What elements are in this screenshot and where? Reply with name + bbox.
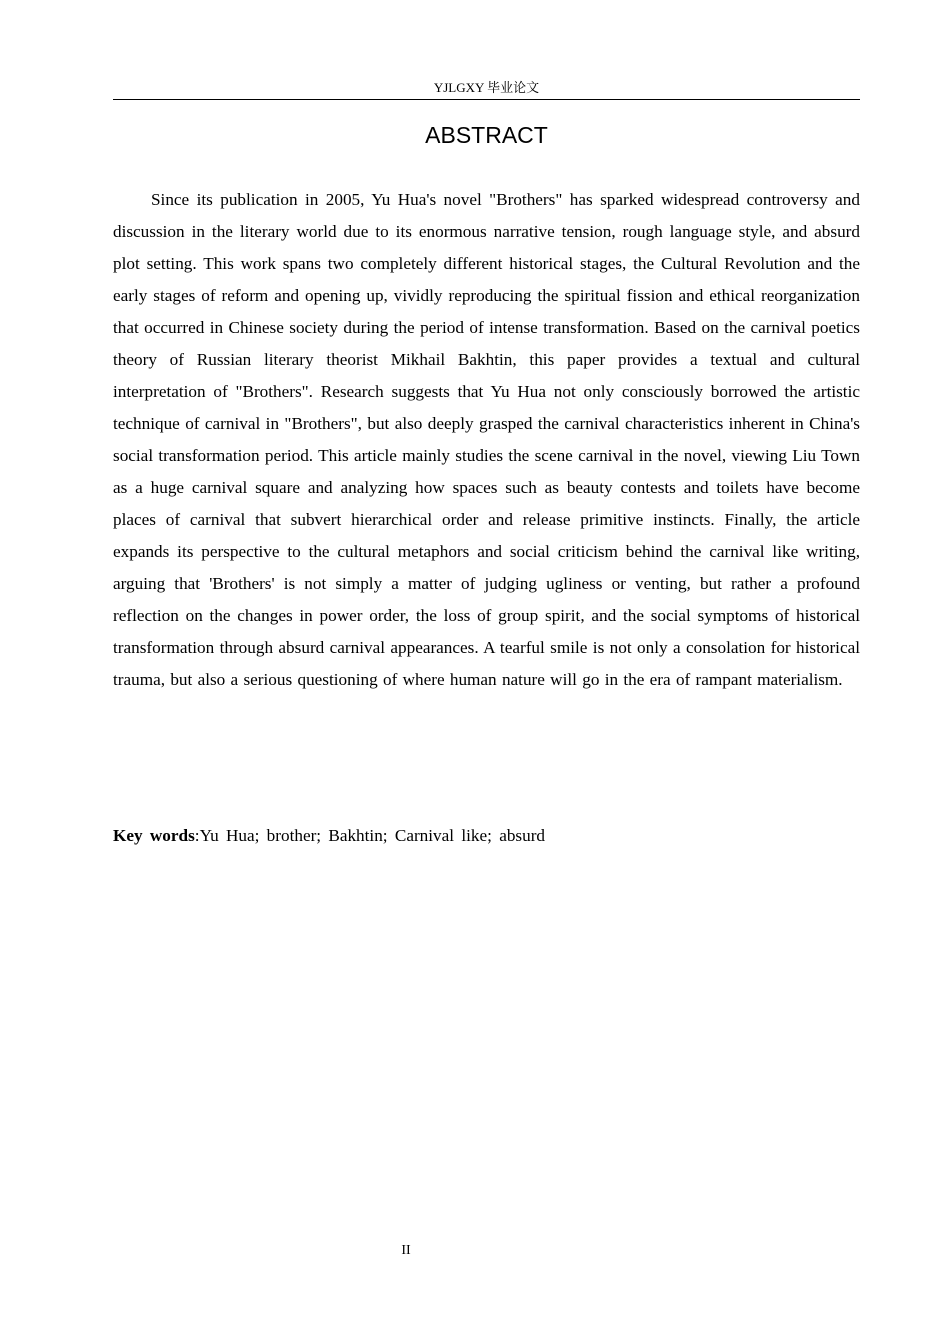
running-header: YJLGXY 毕业论文 [433,80,540,95]
page-number: II [401,1243,411,1258]
abstract-body: Since its publication in 2005, Yu Hua's novel "Brothers" has sparked widespread controversy and discussion in the literary world due to its enormous narrative tension, rough language style, and absurd plot setting. This work spans two completely different historical stages, the Cultural Revolution and the early stages of reform and opening up, vividly reproducing the spiritual fission and ethical reorganization that occurred in Chinese society during the period of intense transformation. Based on the carnival poetics theory of Russian literary theorist Mikhail Bakhtin, this paper provides a textual and cultural interpretation of "Brothers". Research suggests that Yu Hua not only consciously borrowed the artistic technique of carnival in "Brothers", but also deeply grasped the carnival characteristics inherent in China's social transformation period. This article mainly studies the scene carnival in the novel, viewing Liu Town as a huge carnival square and analyzing how spaces such as beauty contests and toilets have become places of carnival that subvert hierarchical order and release primitive instincts. Finally, the article expands its perspective to the cultural metaphors and social criticism behind the carnival like writing, arguing that 'Brothers' is not simply a matter of judging ugliness or venting, but rather a profound reflection on the changes in power order, the loss of group spirit, and the social symptoms of historical transformation through absurd carnival appearances. A tearful smile is not only a consolation for historical trauma, but also a serious questioning of where human nature will go in the era of rampant materialism. [113,190,860,689]
abstract-title: ABSTRACT [425,122,548,148]
keywords-separator: : [194,826,200,845]
keywords-value: Yu Hua; brother; Bakhtin; Carnival like; absurd [199,826,546,845]
keywords-label: Key words [113,826,195,845]
header-rule [113,99,860,100]
keywords-line [113,821,860,851]
